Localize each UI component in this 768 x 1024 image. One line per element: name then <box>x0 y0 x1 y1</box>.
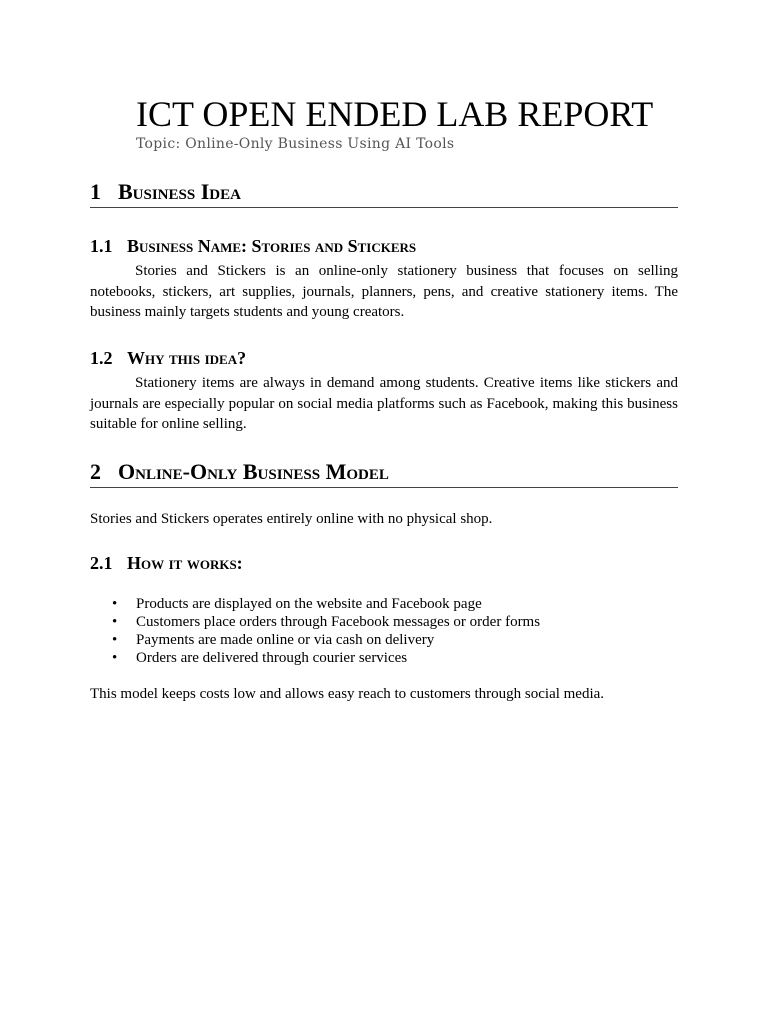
list-item <box>90 649 540 667</box>
bullet-dot: • <box>112 650 118 666</box>
section-number: 1 <box>90 179 101 204</box>
subsection-number: 1.1 <box>90 236 113 256</box>
bullet-dot: • <box>112 632 118 648</box>
section-heading-1 <box>90 179 678 208</box>
bullet-dot: • <box>112 596 118 612</box>
paragraph-model-closing: This model keeps costs low and allows easy reach to customers through social media. <box>90 686 605 702</box>
how-it-works-list <box>90 595 540 667</box>
list-item-text: Orders are delivered through courier services <box>136 650 408 666</box>
list-item <box>90 595 540 613</box>
subsection-title: How it works: <box>127 553 243 573</box>
subsection-heading-1-2 <box>90 347 246 369</box>
list-item <box>90 631 540 649</box>
document-subtitle: Topic: Online-Only Business Using AI Tools <box>136 136 455 152</box>
list-item-text: Payments are made online or via cash on delivery <box>136 632 435 648</box>
paragraph-business-name: Stories and Stickers is an online-only stationery business that focuses on selling notebooks, stickers, art supplies, journals, planners, pens, and creative stationery items. The business mainly targets students and young creators. <box>90 263 678 320</box>
list-item-text: Products are displayed on the website and Facebook page <box>136 596 482 612</box>
subsection-number: 2.1 <box>90 553 113 573</box>
section-title: Online-Only Business Model <box>118 459 389 484</box>
subsection-heading-2-1 <box>90 552 243 574</box>
list-item <box>90 613 540 631</box>
paragraph-model-intro: Stories and Stickers operates entirely online with no physical shop. <box>90 511 493 527</box>
list-item-text: Customers place orders through Facebook messages or order forms <box>136 614 541 630</box>
subsection-title: Business Name: Stories and Stickers <box>127 236 417 256</box>
subsection-title: Why this idea? <box>127 348 247 368</box>
subsection-number: 1.2 <box>90 348 113 368</box>
bullet-dot: • <box>112 614 118 630</box>
section-number: 2 <box>90 459 101 484</box>
paragraph-why-idea: Stationery items are always in demand among students. Creative items like stickers and journals are especially popular on social media platforms such as Facebook, making this business suitable for online selling. <box>90 375 678 432</box>
document-title: ICT OPEN ENDED LAB REPORT <box>136 94 654 134</box>
subsection-heading-1-1 <box>90 235 416 257</box>
section-title: Business Idea <box>118 179 241 204</box>
section-heading-2 <box>90 459 678 488</box>
